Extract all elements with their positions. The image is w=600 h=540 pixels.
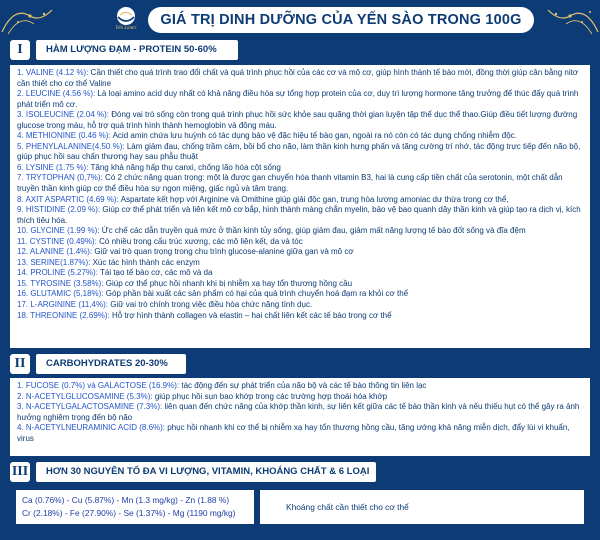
item-name: 15. TYROSINE (3.58%): (17, 278, 104, 288)
item-description: Aspartate kết hợp với Arginine và Omithine giúp giải độc gan, trung hòa lượng amoniac dư thừa trong cơ thể, (118, 194, 509, 204)
list-item (17, 289, 584, 300)
section-number: III (10, 462, 30, 482)
brand-logo (112, 6, 140, 32)
item-description: Giữ vai trò chính trong việc điều hòa chức năng tình dục. (108, 300, 313, 310)
item-description: phục hồi nhanh khi cơ thể bị nhiễm xạ hay tổn thương hồng cầu, tăng ướng khả năng miễn dịch, đẩy lùi vi khuẩn, virus (17, 423, 570, 443)
list-item (17, 163, 584, 174)
list-item (17, 381, 584, 392)
section-heading: HƠN 30 NGUYÊN TỐ ĐA VI LƯỢNG, VITAMIN, KHOÁNG CHẤT & 6 LOẠI (36, 462, 376, 482)
list-item (17, 131, 584, 142)
mineral-line: Ca (0.76%) - Cu (5.87%) - Mn (1.3 mg/kg) - Zn (1.88 %) (22, 495, 230, 505)
list-item (17, 68, 584, 89)
item-description: liên quan đến chức năng của khớp thần kinh, sự liên kết giữa các tế bào thần kinh và nếu thiếu hụt có thể gây ra ảnh hưởng nghiêm trọng đến bộ não (17, 402, 580, 422)
list-item (17, 110, 584, 131)
item-description: Tăng khả năng hấp thụ canxi, chống lão hóa cột sống (88, 162, 281, 172)
item-name: 2. LEUCINE (4.56 %): (17, 89, 96, 99)
item-name: 16. GLUTAMIC (5,18%): (17, 289, 104, 299)
item-name: 9. HISTIDINE (2.09 %): (17, 205, 101, 215)
section-header-minerals (10, 462, 590, 482)
list-item (17, 311, 584, 322)
list-item (17, 402, 584, 423)
minerals-note-text: Khoáng chất cần thiết cho cơ thể (286, 501, 409, 512)
decorative-swirl-icon (540, 2, 600, 38)
item-name: 6. LYSINE (1.75 %): (17, 162, 89, 172)
item-name: 8. AXIT ASPARTIC (4.69 %): (17, 194, 119, 204)
section-header-carbohydrates (10, 354, 590, 374)
list-item (17, 205, 584, 226)
item-name: 5. PHENYLALANINE(4.50 %): (17, 141, 125, 151)
item-description: Giúp cơ thể phục hồi nhanh khi bị nhiễm xạ hay tổn thương hồng cầu (103, 278, 353, 288)
section-header-protein (10, 40, 590, 60)
carbohydrate-list (10, 378, 590, 456)
page-title: GIÁ TRỊ DINH DƯỠNG CỦA YẾN SÀO TRONG 100G (160, 12, 522, 28)
list-item (17, 423, 584, 444)
section-heading: CARBOHYDRATES 20-30% (36, 354, 186, 374)
protein-list (10, 65, 590, 348)
list-item (17, 195, 584, 206)
item-description: Có nhiều trong cấu trúc xương, các mô liên kết, da và tóc (96, 236, 303, 246)
list-item (17, 173, 584, 194)
item-name: 11. CYSTINE (0.49%): (17, 236, 97, 246)
item-description: giúp phục hồi sụn bao khớp trong các trường hợp thoái hóa khớp (152, 391, 388, 401)
item-description: Đóng vai trò sống còn trong quá trình phục hồi sức khỏe sau quãng thời gian luyện tập thể dục thể thao.Giúp điều tiết lượng đường glucose trong máu, hỗ trợ quá trình hình thành hemoglobin và đông máu. (17, 110, 578, 130)
item-description: Cần thiết cho quá trình trao đổi chất và quá trình phục hồi của các cơ và mô cơ, giúp hình thành tế bào mới, đồng thời giúp cân bằng nitơ cần thiết cho cơ thể Valine (17, 68, 579, 88)
section-heading: HÀM LƯỢNG ĐẠM - PROTEIN 50-60% (36, 40, 238, 60)
item-name: 7. TRYTOPHAN (0,7%): (17, 173, 103, 183)
item-description: Góp phần bài xuất các sản phẩm có hại của quá trình chuyển hoá đạm ra khỏi cơ thể (103, 289, 409, 299)
minerals-note (260, 490, 584, 524)
item-name: 4. N-ACETYLNEURAMINIC ACID (8.6%): (17, 423, 166, 433)
minerals-values (16, 490, 254, 524)
list-item (17, 258, 584, 269)
item-name: 1. FUCOSE (0.7%) và GALACTOSE (16.9%): (17, 381, 180, 390)
item-description: Có 2 chức năng quan trọng: một là được gan chuyển hóa thanh vitamin B3, hai là cung cấp tiền chất của serotonin, một chất dẫn truyền thần kinh giúp cơ thể điều hòa sự ngon miệng, giấc ngủ và tâm trạng. (17, 173, 563, 194)
list-item (17, 237, 584, 248)
item-name: 17. L-ARGININE (11,4%): (17, 300, 108, 310)
minerals-panel (10, 484, 590, 530)
item-name: 3. N-ACETYLGALACTOSAMINE (7.3%): (17, 402, 163, 412)
item-name: 4. METHIONINE (0.46 %): (17, 131, 111, 141)
list-item (17, 279, 584, 290)
title-banner (148, 7, 534, 33)
item-name: 12. ALANINE (1.4%): (17, 247, 93, 257)
section-number: II (10, 354, 30, 374)
item-name: 2. N-ACETYLGLUCOSAMINE (5.3%): (17, 391, 153, 401)
logo-text: Yến Lamri (115, 26, 137, 31)
list-item (17, 226, 584, 237)
item-name: 13. SERINE(1.87%): (17, 257, 91, 267)
list-item (17, 268, 584, 279)
list-item (17, 89, 584, 110)
list-item (17, 392, 584, 403)
item-name: 18. THREONINE (2.69%): (17, 310, 110, 320)
section-number: I (10, 40, 30, 60)
item-description: Làm giảm đau, chống trầm cảm, bồi bổ cho não, làm thần kinh hưng phấn và tăng cường trí nhớ, tác động trực tiếp đến não bộ, giúp phục hồi sau chấn thương hay sau phẫu thuật (17, 141, 581, 162)
item-description: Là loại amino acid duy nhất có khả năng điều hòa sự tổng hợp protein của cơ, duy trì lượng hormone tăng trưởng để thúc đẩy quá trình phát triển mô cơ. (17, 89, 579, 109)
mineral-line: Cr (2.18%) - Fe (27.90%) - Se (1.37%) - Mg (1190 mg/kg) (22, 508, 236, 518)
item-description: tác động đến sự phát triển của não bộ và các tế bào thông tin liên lạc (179, 381, 427, 390)
list-item (17, 300, 584, 311)
item-description: Acid amin chứa lưu huỳnh có tác dụng bảo vệ đặc hiệu tế bào gan, ngoài ra nó còn có tác dụng chống nhiễm độc. (110, 131, 517, 141)
item-name: 3. ISOLEUCINE (2.04 %): (17, 110, 110, 120)
item-name: 14. PROLINE (5.27%): (17, 268, 98, 278)
list-item (17, 247, 584, 258)
item-description: Xúc tác hình thành các enzym (90, 257, 200, 267)
decorative-swirl-icon (0, 2, 60, 38)
item-description: Tái tạo tế bào cơ, các mô và da (97, 268, 213, 278)
item-description: Hỗ trợ hình thành collagen và elastin – hai chất liên kết các tế bào trong cơ thể (109, 310, 392, 320)
item-description: Ức chế các dẫn truyền quá mức ở thần kinh tủy sống, giúp giảm đau, giảm mất năng lượng tế bào đốt sống và đĩa đệm (99, 226, 526, 236)
item-name: 10. GLYCINE (1.99 %): (17, 226, 100, 236)
item-name: 1. VALINE (4.12 %): (17, 68, 89, 77)
bird-nest-icon (112, 6, 140, 26)
list-item (17, 142, 584, 163)
item-description: Giúp cơ thể phát triển và liên kết mô cơ bắp, hình thành màng chắn myelin, bảo vệ bao quanh dây thần kinh và giúp tạo ra dịch vị, kích thích tiêu hóa. (17, 205, 581, 225)
item-description: Giữ vai trò quan trọng trong chu trình glucose-alanine giữa gan và mô cơ (92, 247, 354, 257)
